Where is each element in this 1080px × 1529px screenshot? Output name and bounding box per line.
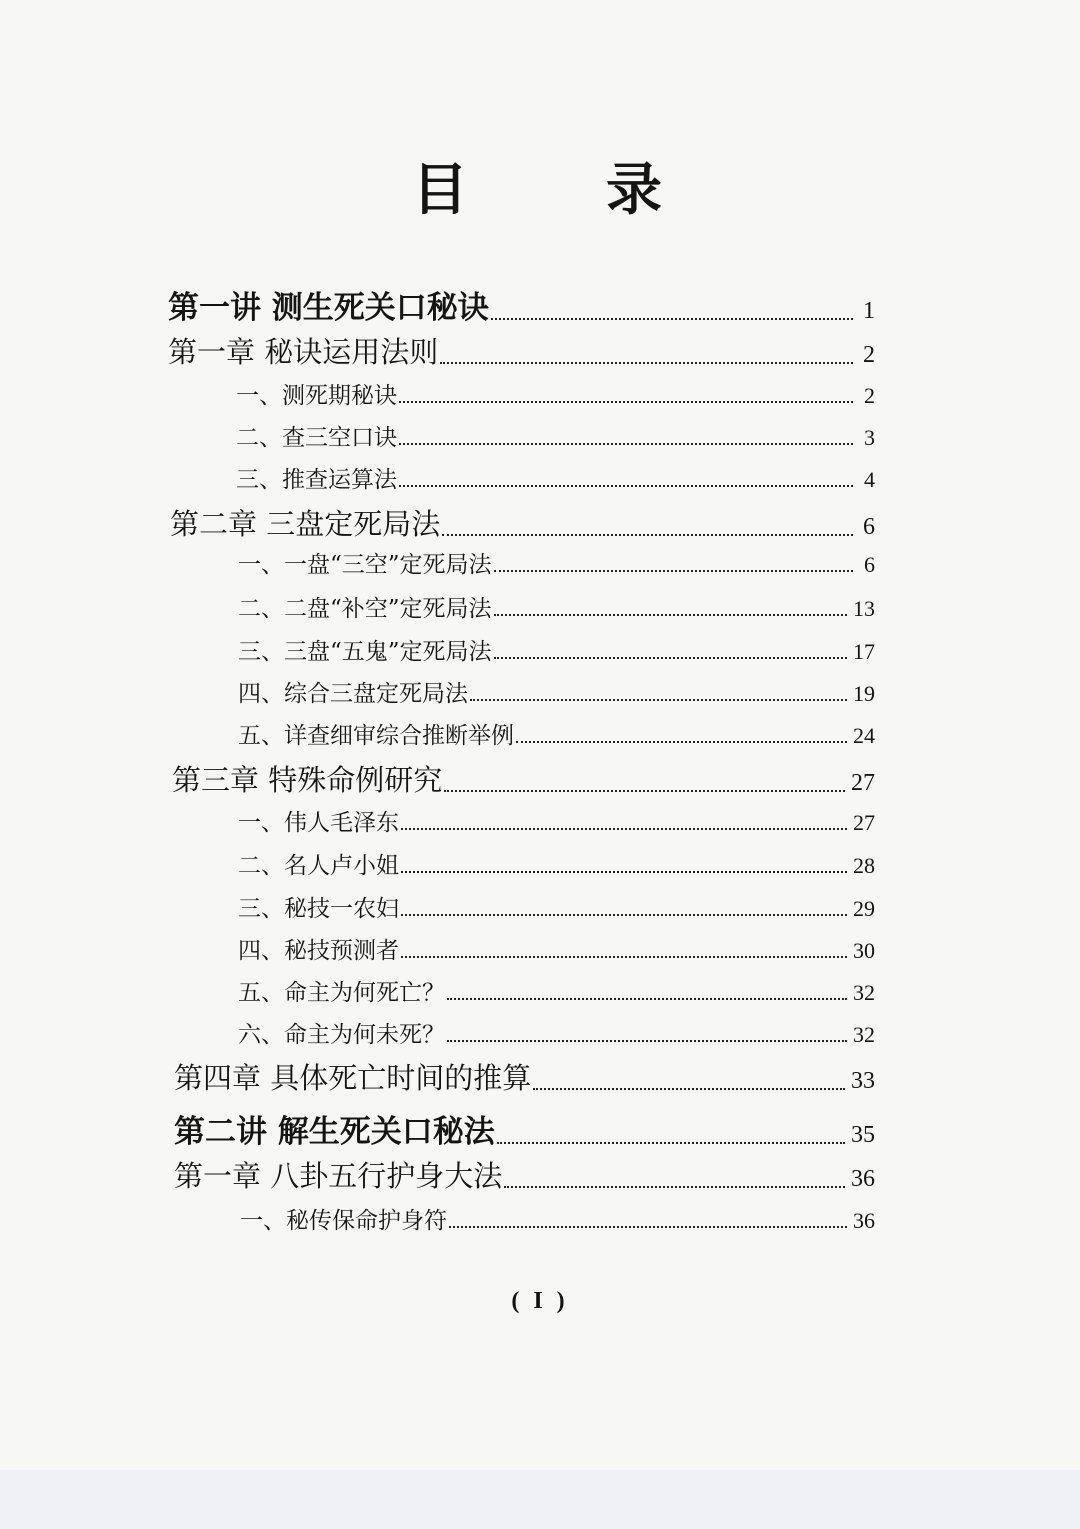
toc-leader-dots	[470, 698, 847, 701]
toc-entry-text: 第一讲 测生死关口秘诀	[168, 290, 489, 326]
toc-leader-dots	[449, 1225, 847, 1228]
toc-entry-page: 17	[853, 639, 875, 664]
toc-leader-dots	[399, 442, 853, 445]
toc-entry-text: 五、详查细审综合推断举例	[238, 723, 514, 749]
toc-entry	[174, 1154, 875, 1195]
toc-leader-dots	[516, 740, 847, 743]
toc-entry-text: 一、测死期秘诀	[236, 383, 397, 409]
toc-entry	[238, 847, 875, 880]
toc-entry	[238, 804, 875, 837]
toc-entry	[236, 461, 875, 494]
toc-entry	[168, 330, 875, 371]
toc-entry-text: 三、秘技一农妇	[238, 896, 399, 922]
toc-entry	[174, 1056, 875, 1097]
toc-entry-page: 2	[863, 342, 875, 368]
toc-entry	[240, 1202, 875, 1235]
toc-entry	[174, 1106, 875, 1151]
toc-entry-text: 五、命主为何死亡？	[238, 980, 445, 1006]
toc-entry-text: 一、伟人毛泽东	[238, 810, 399, 836]
toc-entry-page: 4	[864, 467, 875, 492]
toc-leader-dots	[401, 955, 847, 958]
toc-entry-page: 27	[851, 770, 875, 796]
toc-entry	[236, 377, 875, 410]
toc-leader-dots	[504, 1185, 845, 1188]
toc-entry	[238, 974, 875, 1007]
toc-entry-text: 第二讲 解生死关口秘法	[174, 1114, 495, 1150]
toc-leader-dots	[494, 569, 853, 572]
toc-entry-page: 2	[864, 383, 875, 408]
toc-entry-page: 24	[853, 723, 875, 748]
toc-entry-page: 28	[853, 853, 875, 878]
toc-leader-dots	[399, 400, 853, 403]
toc-entry-page: 6	[864, 552, 875, 577]
toc-entry	[238, 717, 875, 750]
toc-entry	[172, 758, 875, 799]
footer-page-number: ( I )	[511, 1288, 569, 1314]
toc-entry-text: 三、推查运算法	[236, 467, 397, 493]
toc-entry-page: 36	[853, 1208, 875, 1233]
toc-entry	[236, 419, 875, 452]
toc-leader-dots	[491, 317, 853, 320]
toc-entry	[168, 282, 875, 327]
scan-bottom-band	[0, 1470, 1080, 1529]
toc-entry-text: 三、三盘“五鬼”定死局法	[238, 639, 492, 665]
toc-entry-text: 第三章 特殊命例研究	[172, 763, 443, 797]
toc-entry-page: 33	[851, 1068, 875, 1094]
toc-leader-dots	[442, 533, 853, 536]
toc-entry-page: 32	[853, 1022, 875, 1047]
toc-entry	[238, 675, 875, 708]
toc-entry-page: 32	[853, 980, 875, 1005]
toc-entry-text: 二、查三空口诀	[236, 425, 397, 451]
toc-title-char-2: 录	[606, 157, 662, 223]
toc-entry-text: 第四章 具体死亡时间的推算	[174, 1061, 532, 1095]
toc-entry-text: 一、一盘“三空”定死局法	[238, 552, 492, 578]
toc-leader-dots	[444, 789, 845, 792]
toc-leader-dots	[497, 1141, 845, 1144]
toc-entry-text: 一、秘传保命护身符	[240, 1208, 447, 1234]
toc-entry	[238, 546, 875, 579]
toc-entry	[238, 890, 875, 923]
toc-leader-dots	[447, 997, 847, 1000]
toc-entry-page: 30	[853, 938, 875, 963]
toc-leader-dots	[494, 613, 847, 616]
toc-entry-page: 1	[863, 298, 875, 324]
toc-leader-dots	[401, 827, 847, 830]
toc-leader-dots	[440, 361, 853, 364]
toc-entry	[170, 502, 875, 543]
toc-leader-dots	[399, 484, 853, 487]
toc-entry-page: 29	[853, 896, 875, 921]
toc-title	[412, 158, 662, 222]
toc-entry-text: 二、名人卢小姐	[238, 853, 399, 879]
toc-entry-page: 13	[853, 596, 875, 621]
toc-entry-text: 第一章 八卦五行护身大法	[174, 1159, 503, 1193]
toc-leader-dots	[533, 1087, 845, 1090]
toc-entry-text: 四、秘技预测者	[238, 938, 399, 964]
toc-entry	[238, 633, 875, 666]
toc-entry-page: 6	[863, 514, 875, 540]
toc-entry-page: 3	[864, 425, 875, 450]
toc-entry-text: 二、二盘“补空”定死局法	[238, 596, 492, 622]
toc-leader-dots	[447, 1039, 847, 1042]
toc-entry-text: 四、综合三盘定死局法	[238, 681, 468, 707]
toc-entry-page: 36	[851, 1166, 875, 1192]
toc-entry-text: 第二章 三盘定死局法	[170, 507, 441, 541]
toc-title-char-1: 目	[412, 157, 468, 223]
toc-entry	[238, 1016, 875, 1049]
toc-leader-dots	[401, 870, 847, 873]
toc-entry	[238, 590, 875, 623]
toc-entry-text: 第一章 秘诀运用法则	[168, 335, 439, 369]
toc-entry-text: 六、命主为何未死？	[238, 1022, 445, 1048]
toc-entry-page: 35	[851, 1122, 875, 1148]
toc-entry-page: 19	[853, 681, 875, 706]
toc-leader-dots	[494, 656, 847, 659]
toc-entry-page: 27	[853, 810, 875, 835]
toc-entry	[238, 932, 875, 965]
toc-leader-dots	[401, 913, 847, 916]
